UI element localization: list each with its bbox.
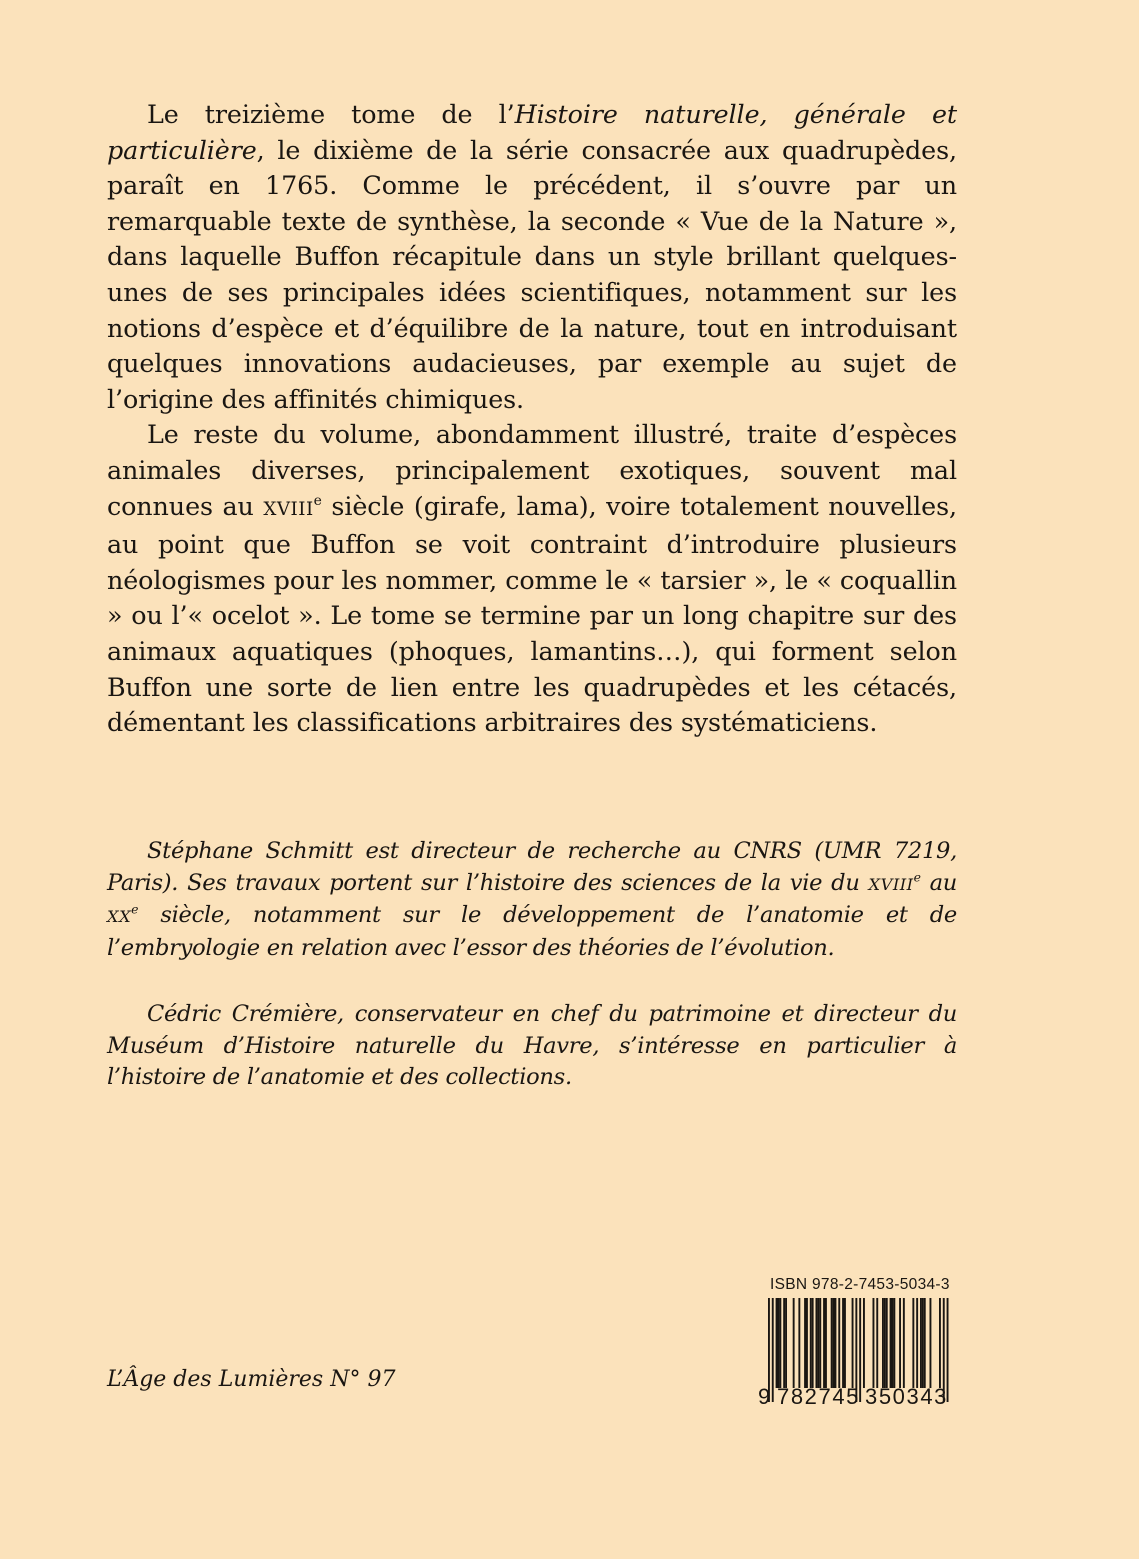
barcode-bar	[825, 1298, 827, 1388]
barcode-bar	[785, 1298, 787, 1388]
barcode-bar	[852, 1298, 854, 1388]
barcode-bar	[798, 1298, 800, 1388]
barcode-bar	[903, 1298, 905, 1388]
barcode-bar	[884, 1298, 886, 1388]
barcode-bar	[916, 1298, 918, 1388]
barcode-bar	[835, 1298, 837, 1388]
barcode-bar	[793, 1298, 795, 1388]
barcode-bar	[776, 1298, 778, 1388]
barcode-bar	[817, 1298, 819, 1388]
barcode-bar	[876, 1298, 878, 1388]
work-title: Histoire naturelle, générale et particulière	[107, 99, 957, 165]
barcode-bar	[833, 1298, 835, 1388]
barcode-bar	[899, 1298, 901, 1388]
isbn-label: ISBN 978-2-7453-5034-3	[770, 1276, 950, 1293]
barcode-bar	[844, 1298, 846, 1388]
barcode-bar	[924, 1298, 926, 1388]
barcode-bar	[863, 1298, 865, 1388]
barcode-bar	[838, 1298, 840, 1388]
barcode-bar	[823, 1298, 825, 1388]
barcode-bar	[873, 1298, 875, 1388]
barcode-bar	[806, 1298, 808, 1388]
barcode-bar	[930, 1298, 932, 1388]
barcode-bar	[890, 1298, 892, 1388]
back-cover-summary	[107, 97, 957, 741]
barcode-bar	[783, 1298, 785, 1388]
author-bio-cremiere: Cédric Crémière, conservateur en chef du patrimoine et directeur du Muséum d’Histoire naturelle du Havre, s’intéresse en particulier à l’histoire de l’anatomie et des collections.	[107, 1001, 957, 1091]
century-numeral: XVIII	[263, 498, 314, 520]
barcode-bar	[939, 1298, 941, 1388]
author-bio-schmitt: Stéphane Schmitt est directeur de recherche au CNRS (UMR 7219, Paris). Ses travaux portent sur l’histoire des sciences de la vie du XVIIIe au XXe siècle, notamment sur le développement de l’anatomie et de l’embryologie en relation avec l’essor des théories de l’évolution.	[107, 838, 958, 962]
barcode-bar	[816, 1298, 818, 1388]
barcode-bar	[831, 1298, 833, 1388]
barcode-bar	[810, 1298, 812, 1388]
summary-paragraph-2: Le reste du volume, abondamment illustré, traite d’espèces animales diverses, principalement exotiques, souvent mal connues au XVIIIe siècle (girafe, lama), voire totalement nouvelles, au point que Buffon se voit contraint d’introduire plusieurs néologismes pour les nommer, comme le « tarsier », le « coquallin » ou l’« ocelot ». Le tome se termine par un long chapitre sur des animaux aquatiques (phoques, lamantins…), qui forment selon Buffon une sorte de lien entre les quadrupèdes et les cétacés, démentant les classifications arbitraires des systématiciens.	[107, 419, 957, 738]
barcode-bar	[812, 1298, 814, 1388]
barcode: 9 782745 350343	[758, 1294, 958, 1409]
barcode-bar	[892, 1298, 894, 1388]
barcode-bar	[779, 1298, 781, 1388]
barcode-bar	[922, 1298, 924, 1388]
collection-label: L’Âge des Lumières N° 97	[107, 1367, 396, 1392]
barcode-bar	[819, 1298, 821, 1388]
barcode-bar	[882, 1298, 884, 1388]
summary-paragraph-1: Le treizième tome de l’Histoire naturelle, générale et particulière, le dixième de la série consacrée aux quadrupèdes, paraît en 1765. Comme le précédent, il s’ouvre par un remarquable texte de synthèse, la seconde « Vue de la Nature », dans laquelle Buffon récapitule dans un style brillant quelques-unes de ses principales idées scientifiques, notamment sur les notions d’espèce et d’équilibre de la nature, tout en introduisant quelques innovations audacieuses, par exemple au sujet de l’origine des affinités chimiques.	[107, 99, 957, 414]
barcode-guard-bar	[772, 1298, 774, 1402]
barcode-bar	[893, 1298, 895, 1388]
barcode-bar	[804, 1298, 806, 1388]
barcode-bar	[920, 1298, 922, 1388]
barcode-bar	[886, 1298, 888, 1388]
isbn-block	[758, 1276, 958, 1409]
barcode-bar	[842, 1298, 844, 1388]
barcode-bar	[778, 1298, 780, 1388]
barcode-bar	[912, 1298, 914, 1388]
